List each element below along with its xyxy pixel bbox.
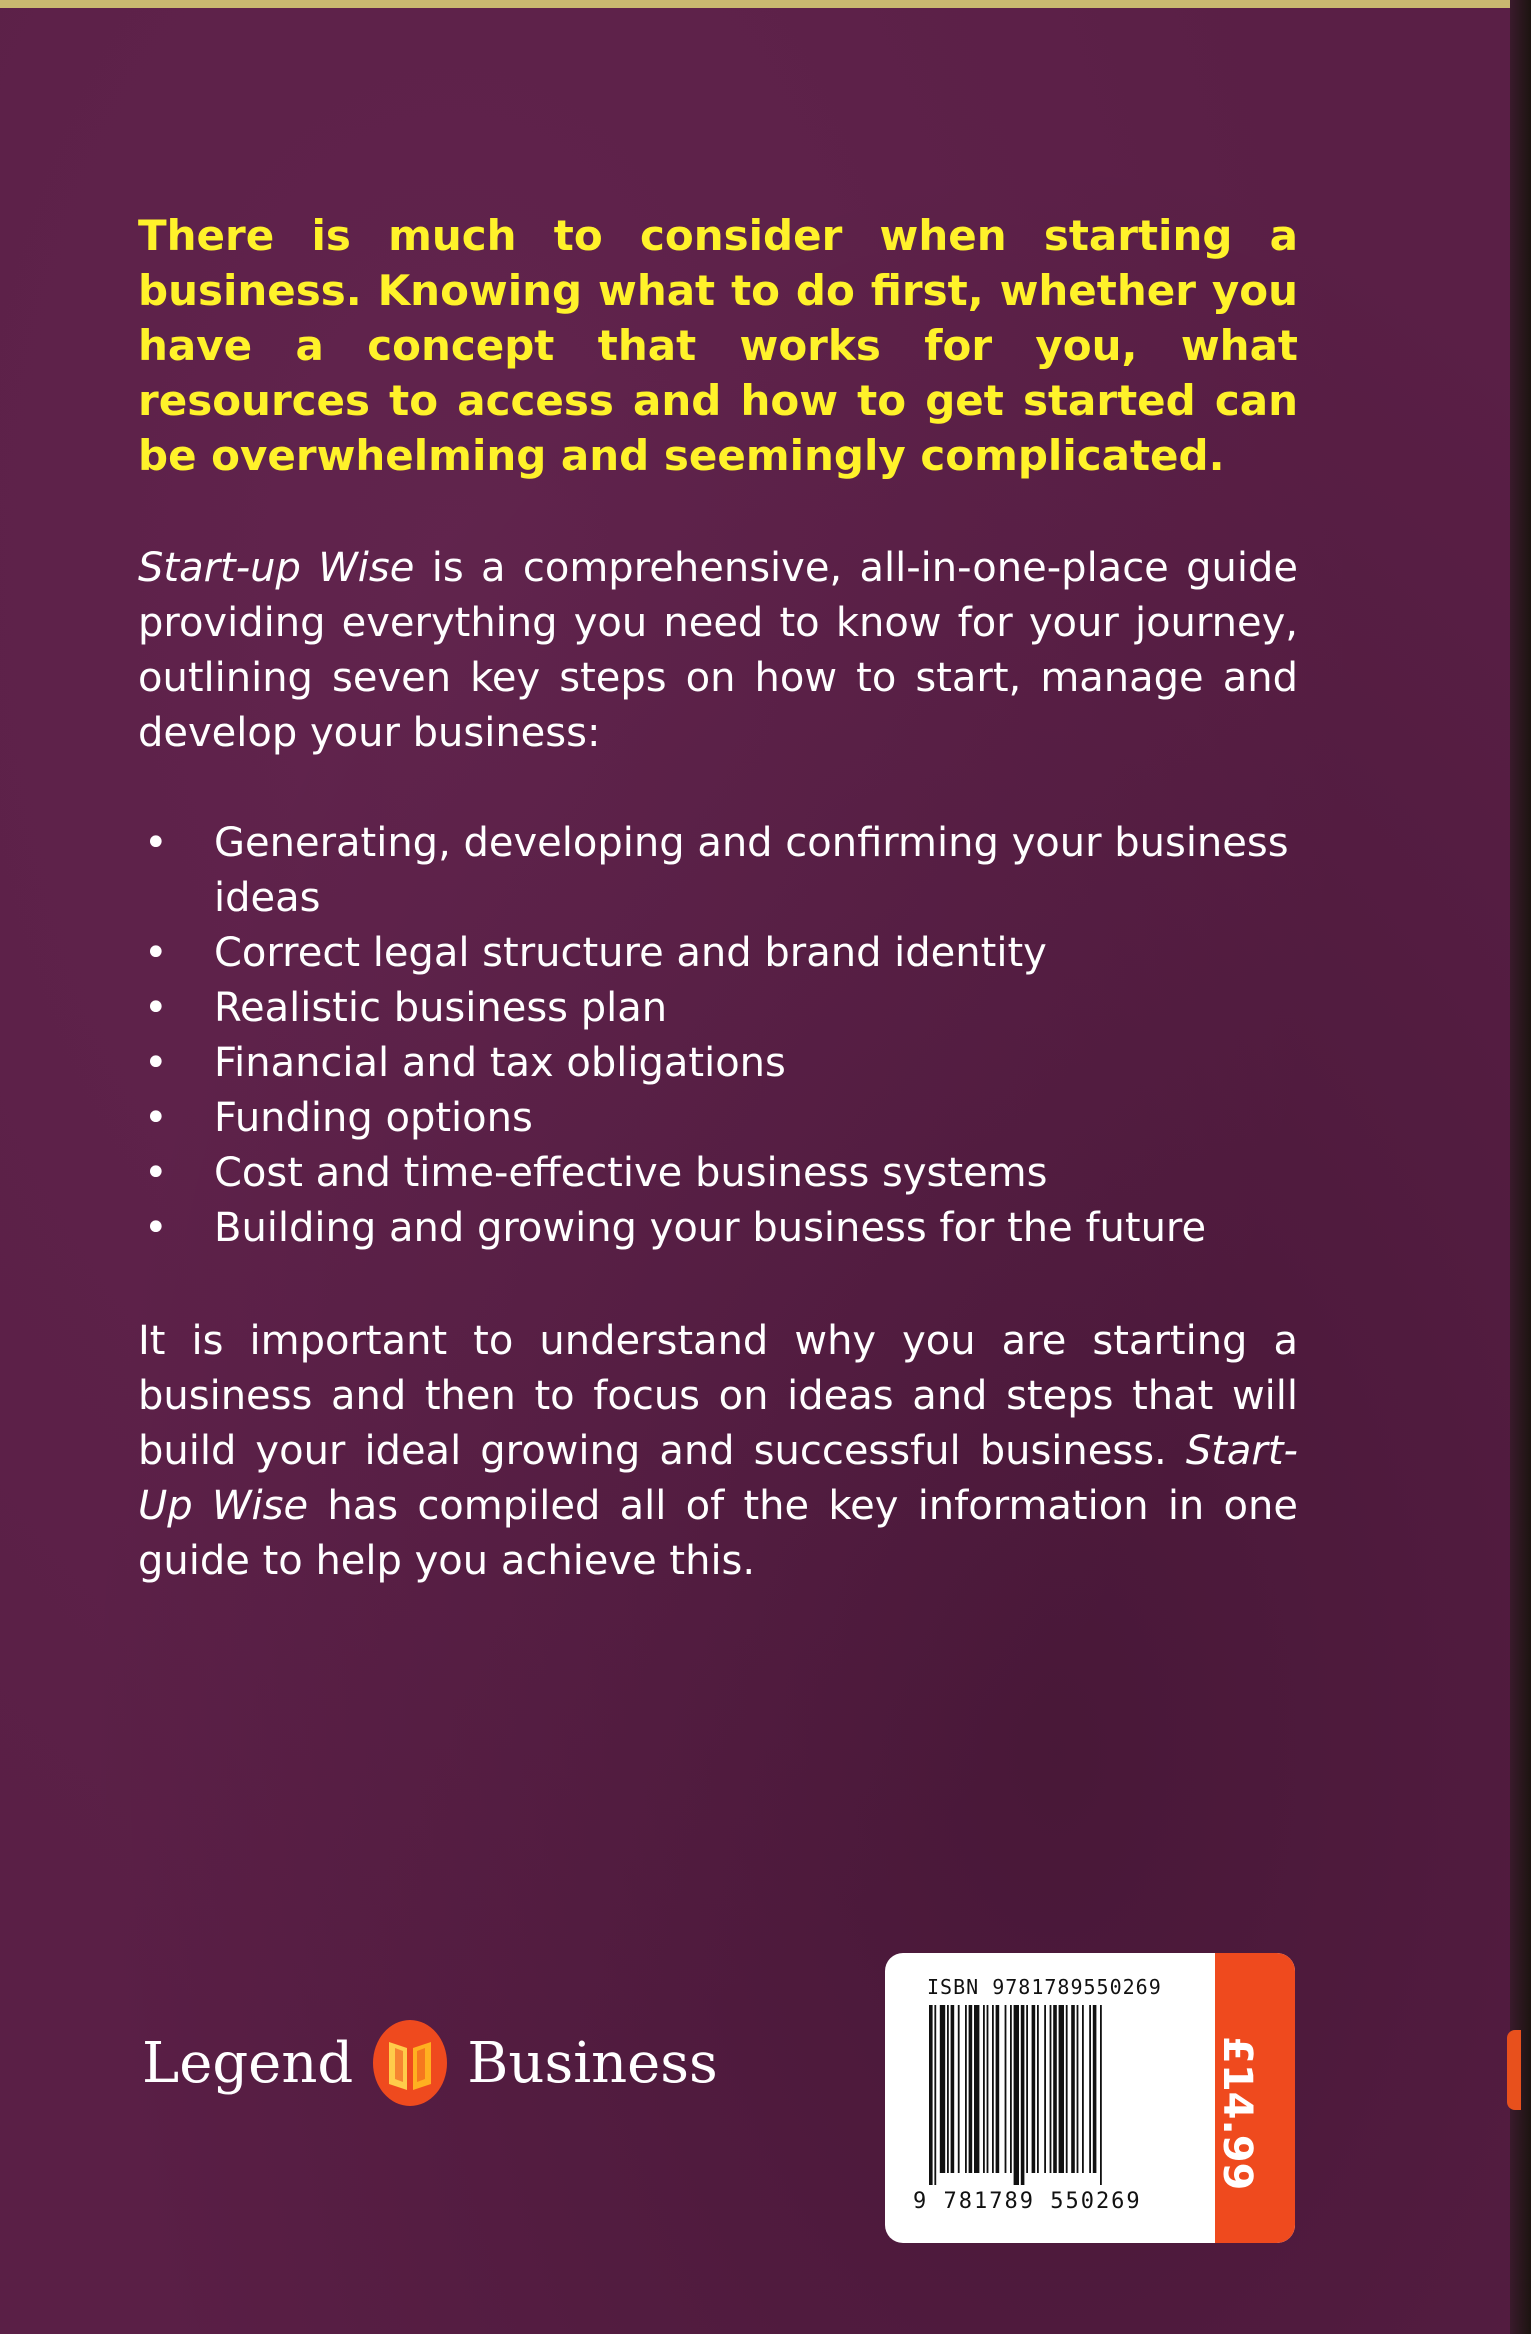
barcode-bar [965,2005,967,2173]
barcode-bar [958,2005,960,2173]
barcode-bar [1053,2005,1057,2173]
price-text: £14.99 [1214,2036,1260,2191]
spine-tab [1507,2030,1521,2110]
publisher-name-right: Business [467,2030,718,2096]
barcode-bar [929,2005,933,2185]
barcode-bar [1044,2005,1046,2173]
list-item: • Generating, developing and confirming your business ideas [138,816,1298,926]
list-item: • Correct legal structure and brand identity [138,926,1298,981]
barcode-bar [996,2005,1000,2173]
intro-headline: There is much to consider when starting a business. Knowing what to do first, whether you have a concept that works for you, what resources to access and how to get started can be overwhelming and seemingly complicated. [138,211,1298,480]
barcode-bar [1066,2005,1068,2173]
closing-paragraph: It is important to understand why you are starting a business and then to focus on ideas and steps that will build your ideal growing and successful business. Start-Up Wise has compiled all of the key information in one guide to help you achieve this. [138,1318,1298,1584]
barcode-bar [951,2005,955,2173]
barcode-bar [1077,2005,1079,2173]
barcode-bar [983,2005,985,2173]
description-text: is a comprehensive, all-in-one-place guide providing everything you need to know for your journey, outlining seven key steps on how to start, manage and develop your business: [138,545,1298,756]
bullet-icon: • [144,1040,168,1086]
barcode-bar [1082,2005,1084,2173]
book-icon [371,2018,449,2108]
barcode-bar [940,2005,945,2173]
barcode-bar [934,2005,936,2185]
description-paragraph [138,541,1298,761]
barcode-bar [1037,2005,1039,2173]
barcode-image [927,2005,1167,2185]
barcode-bar [992,2005,994,2173]
bullet-icon: • [144,1205,168,1251]
bullet-icon: • [144,985,168,1031]
steps-list [138,816,1298,1256]
isbn-text: ISBN 9781789550269 [927,1975,1162,1999]
back-cover [0,8,1510,2334]
barcode-bar [1032,2005,1036,2173]
barcode-bar [947,2005,949,2173]
barcode-bar [987,2005,989,2173]
barcode-bar [969,2005,973,2173]
book-title: Start-up Wise [138,545,415,591]
list-item: • Building and growing your business for the future [138,1201,1298,1256]
bullet-icon: • [144,820,168,866]
barcode-bar [974,2005,979,2173]
publisher-logo [142,2018,718,2108]
barcode-bar [1100,2005,1102,2185]
barcode-bar [1014,2005,1019,2185]
barcode-bar [1093,2005,1097,2173]
barcode-bar [1021,2005,1025,2185]
bullet-icon: • [144,1150,168,1196]
list-item: • Financial and tax obligations [138,1036,1298,1091]
barcode-bar [1050,2005,1052,2173]
barcode-bar [1071,2005,1075,2173]
list-item: • Realistic business plan [138,981,1298,1036]
list-item: • Cost and time-effective business systems [138,1146,1298,1201]
book-title: Start-Up Wise [138,1428,1298,1529]
barcode-bar [1059,2005,1064,2173]
top-page-edge [0,0,1531,8]
publisher-name-left: Legend [142,2030,354,2096]
bullet-icon: • [144,930,168,976]
barcode-bar [1026,2005,1028,2173]
list-item: • Funding options [138,1091,1298,1146]
bullet-icon: • [144,1095,168,1141]
barcode-digits: 9 781789 550269 [913,2189,1142,2214]
barcode-label [885,1953,1295,2243]
right-page-edge [1510,0,1531,2334]
barcode-bar [1089,2005,1091,2173]
barcode-bar [1005,2005,1007,2173]
barcode-bar [1010,2005,1012,2173]
